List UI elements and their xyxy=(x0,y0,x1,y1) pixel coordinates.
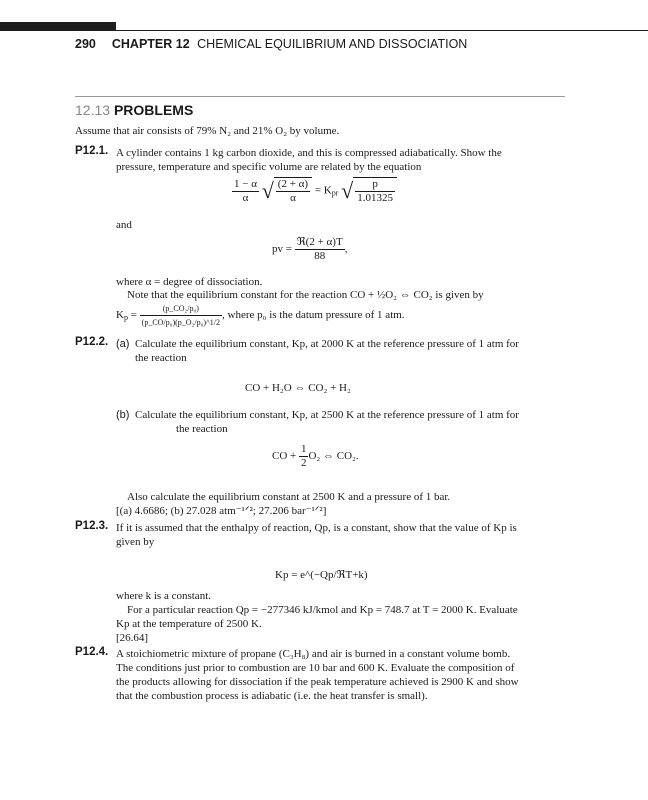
p12-4-line2: The conditions just prior to combustion are 10 bar and 600 K. Evaluate the composition of xyxy=(116,662,515,674)
p12-2-a-line1: Calculate the equilibrium constant, Kp, at 2000 K at the reference pressure of 1 atm for xyxy=(135,338,519,350)
p12-1-note2: Kp = $\frac{\text{(p\_CO₂/p₀)}}{\text{(p\_CO/p₀)(p\_O₂/p₀)\textasciicircum{}1/2}}$ , where p₀ is the datum pressure of 1 atm. xyxy=(116,304,405,327)
header-bar xyxy=(0,22,116,31)
p12-3-answer: [26.64] xyxy=(116,632,149,644)
p12-2-equation-b: CO + $\frac{1}{2}$ O₂ ⇔ CO₂. xyxy=(272,443,359,469)
p12-1-and: and xyxy=(116,219,132,231)
p12-2-b-line2: the reaction xyxy=(176,423,228,435)
section-number: 12.13 xyxy=(75,102,111,118)
p12-1-line1: A cylinder contains 1 kg carbon dioxide, and this is compressed adiabatically. Show the xyxy=(116,147,502,159)
chapter-title: CHEMICAL EQUILIBRIUM AND DISSOCIATION xyxy=(197,37,468,51)
p12-2-equation-a: CO + H₂O ⇔ CO₂ + H₂ xyxy=(245,382,351,394)
p12-2-a-label: (a) xyxy=(116,338,130,350)
p12-4-line4: that the combustion process is adiabatic (i.e. the heat transfer is small). xyxy=(116,690,428,702)
p12-1-equation-1: $\frac{1 - \alpha}{\alpha}$ √ $\frac{(2 + \alpha)}{\alpha}$ = Kpr √ $\frac{p}{1.01325}$ xyxy=(232,177,397,205)
p12-4-line1: A stoichiometric mixture of propane (C₃H₈) and air is burned in a constant volume bomb. xyxy=(116,648,511,660)
p12-2-b-line1: Calculate the equilibrium constant, Kp, at 2500 K at the reference pressure of 1 atm for xyxy=(135,409,519,421)
page-number: 290 xyxy=(75,37,96,51)
problem-label-12-4: P12.4. xyxy=(75,646,109,658)
p12-1-line2: pressure, temperature and specific volume are related by the equation xyxy=(116,161,422,173)
p12-3-where: where k is a constant. xyxy=(116,590,211,602)
p12-1-equation-2: pv = $\frac{\text{ℜ(2 + α)T}}{88}$ , xyxy=(272,236,348,262)
p12-3-line4: Kp at the temperature of 2500 K. xyxy=(116,618,262,630)
problem-label-12-2: P12.2. xyxy=(75,336,109,348)
section-rule xyxy=(75,96,565,97)
p12-1-note1: Note that the equilibrium constant for the reaction CO + ½O₂ ⇔ CO₂ is given by xyxy=(127,289,484,301)
p12-3-line2: given by xyxy=(116,536,155,548)
section-title: PROBLEMS xyxy=(113,102,194,118)
p12-3-line3: For a particular reaction Qp = −277346 kJ/kmol and Kp = 748.7 at T = 2000 K. Evaluate xyxy=(127,604,518,616)
running-header xyxy=(75,37,467,51)
p12-3-equation: Kp = e^(−Qp/ℜT+k) xyxy=(275,569,368,581)
section-heading xyxy=(75,102,193,118)
chapter-label: CHAPTER 12 xyxy=(111,37,190,51)
header-rule xyxy=(116,30,648,31)
section-intro: Assume that air consists of 79% N₂ and 21% O₂ by volume. xyxy=(75,125,340,137)
p12-2-answer: [(a) 4.6686; (b) 27.028 atm⁻¹ᐟ²; 27.206 bar⁻¹ᐟ²] xyxy=(116,505,327,517)
p12-3-line1: If it is assumed that the enthalpy of reaction, Qp, is a constant, show that the value of Kp is xyxy=(116,522,517,534)
problem-label-12-1: P12.1. xyxy=(75,145,109,157)
problem-label-12-3: P12.3. xyxy=(75,520,109,532)
p12-2-a-line2: the reaction xyxy=(135,352,187,364)
p12-1-where: where α = degree of dissociation. xyxy=(116,276,263,288)
p12-2-b-label: (b) xyxy=(116,409,130,421)
p12-2-also: Also calculate the equilibrium constant at 2500 K and a pressure of 1 bar. xyxy=(127,491,451,503)
p12-4-line3: the products allowing for dissociation if the peak temperature achieved is 2900 K and show xyxy=(116,676,519,688)
